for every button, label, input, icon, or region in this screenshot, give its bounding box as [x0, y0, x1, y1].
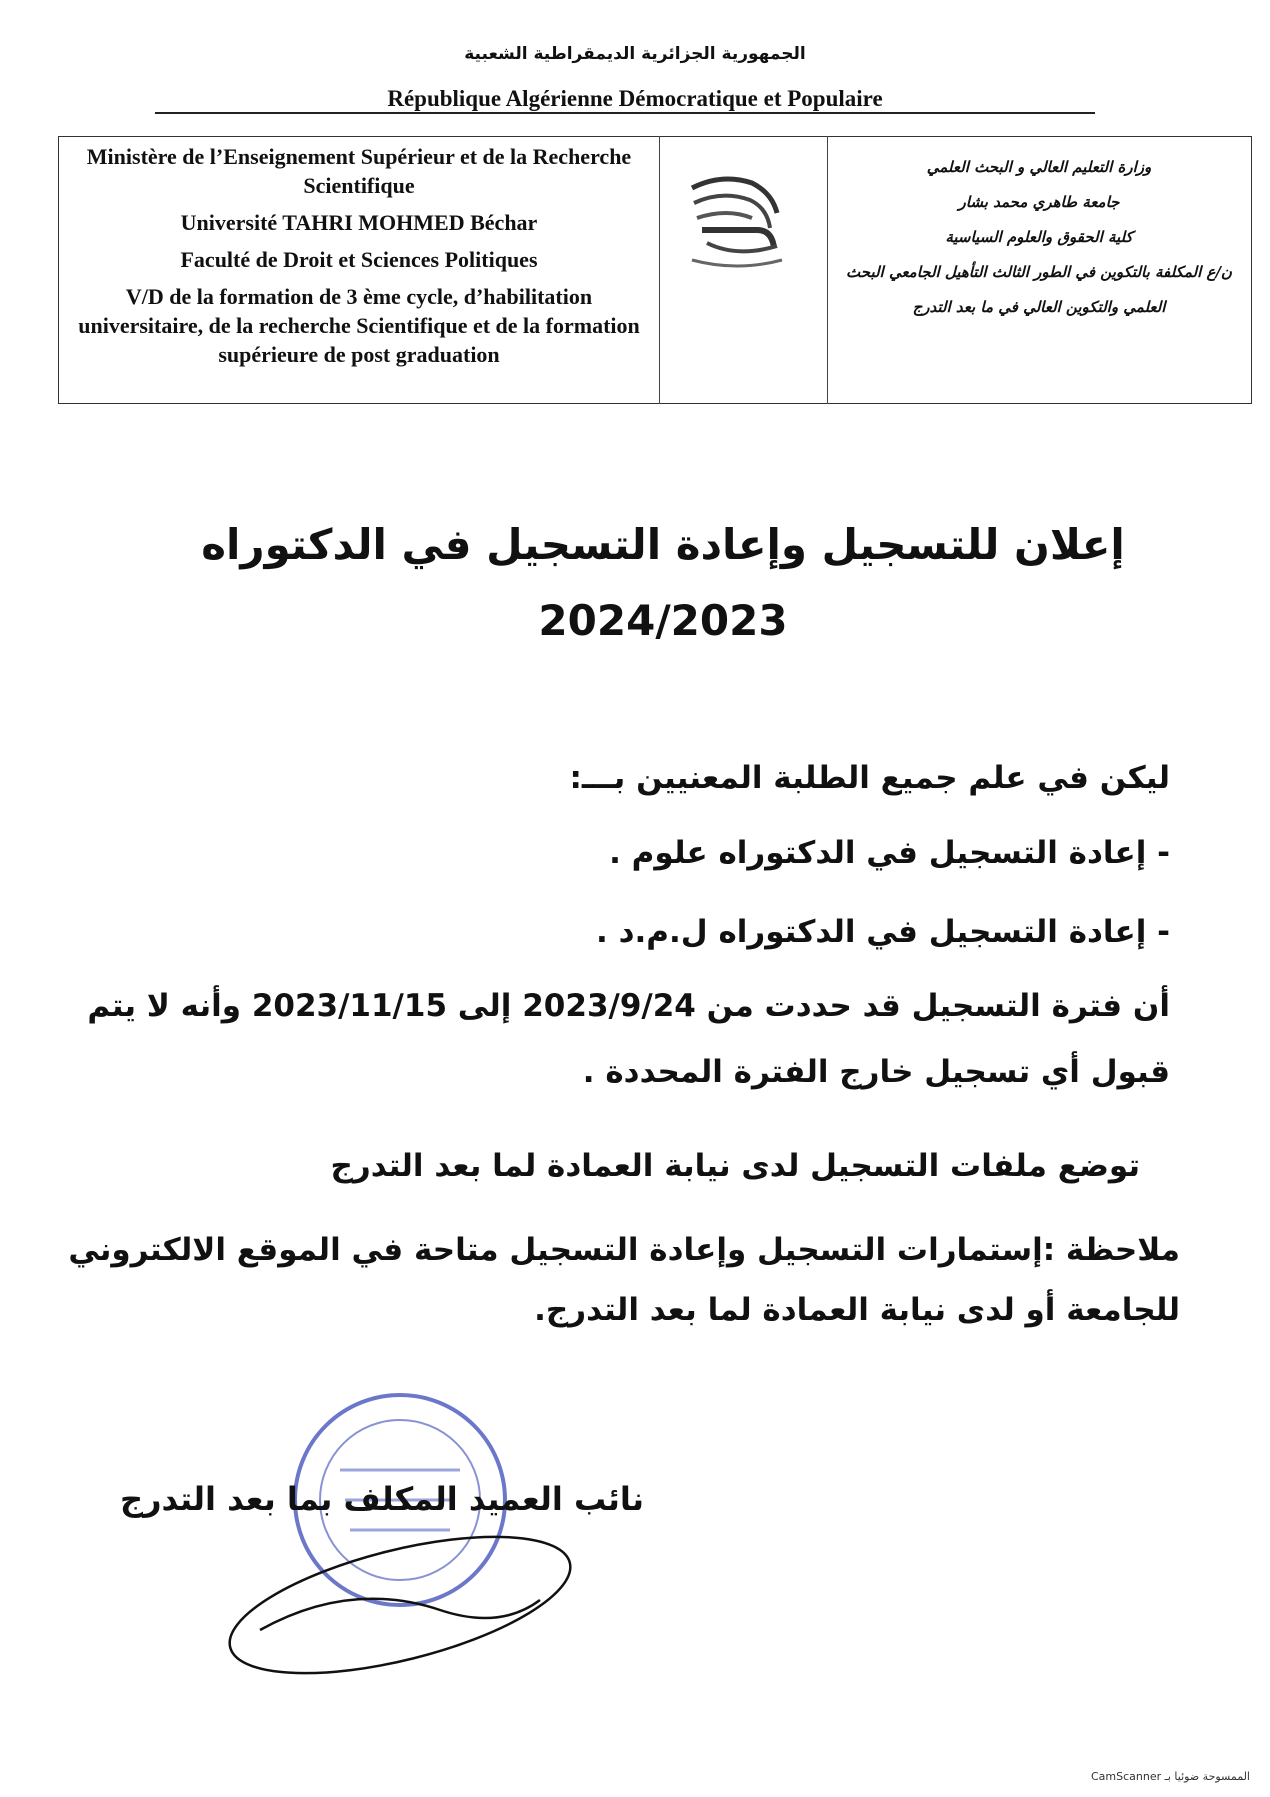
faculty-ar: كلية الحقوق والعلوم السياسية — [945, 228, 1133, 246]
note-text: للجامعة أو لدى نيابة العمادة لما بعد التدرج. — [534, 1292, 1180, 1328]
period-text: قبول أي تسجيل خارج الفترة المحددة . — [582, 1054, 1170, 1090]
academic-year: 2024/2023 — [538, 596, 788, 645]
scanner-watermark: الممسوحة ضوئيا بـ CamScanner — [1090, 1770, 1250, 1783]
university-ar: جامعة طاهري محمد بشار — [958, 193, 1120, 211]
republic-french: République Algérienne Démocratique et Populaire — [387, 86, 883, 111]
ministry-ar: وزارة التعليم العالي و البحث العلمي — [926, 158, 1152, 176]
intro-text: ليكن في علم جميع الطلبة المعنيين بـــ: — [569, 760, 1170, 796]
institution-french — [64, 142, 654, 369]
ministry-fr: Ministère de l’Enseignement Supérieur et de la Recherche Scientifique — [86, 144, 632, 198]
header-column-divider — [659, 136, 660, 404]
note-text: ملاحظة :إستمارات التسجيل وإعادة التسجيل متاحة في الموقع الالكتروني — [68, 1232, 1180, 1268]
vice-dean-fr: V/D de la formation de 3 ème cycle, d’habilitation universitaire, de la recherche Scientifique et de la formation supérieure de post graduation — [78, 284, 640, 367]
deposit-text: توضع ملفات التسجيل لدى نيابة العمادة لما بعد التدرج — [330, 1148, 1140, 1184]
university-fr: Université TAHRI MOHMED Béchar — [180, 210, 538, 235]
list-item: - إعادة التسجيل في الدكتوراه علوم . — [609, 835, 1170, 871]
signatory-title: نائب العميد المكلف بما بعد التدرج — [120, 1480, 644, 1518]
republic-arabic: الجمهورية الجزائرية الديمقراطية الشعبية — [464, 44, 806, 64]
institution-arabic — [834, 150, 1244, 325]
header-column-divider — [827, 136, 828, 404]
university-logo-icon — [682, 168, 792, 276]
period-text: أن فترة التسجيل قد حددت من 2023/9/24 إلى 2023/11/15 وأنه لا يتم — [87, 988, 1170, 1024]
announcement-title: إعلان للتسجيل وإعادة التسجيل في الدكتوراه — [201, 520, 1125, 569]
official-stamp-icon — [200, 1380, 580, 1710]
faculty-fr: Faculté de Droit et Sciences Politiques — [180, 247, 538, 272]
vice-dean-ar: ن/ع المكلفة بالتكوين في الطور الثالث التأهيل الجامعي البحث العلمي والتكوين العالي في ما بعد التدرج — [846, 263, 1232, 316]
header-divider — [155, 112, 1095, 114]
list-item: - إعادة التسجيل في الدكتوراه ل.م.د . — [596, 914, 1170, 950]
